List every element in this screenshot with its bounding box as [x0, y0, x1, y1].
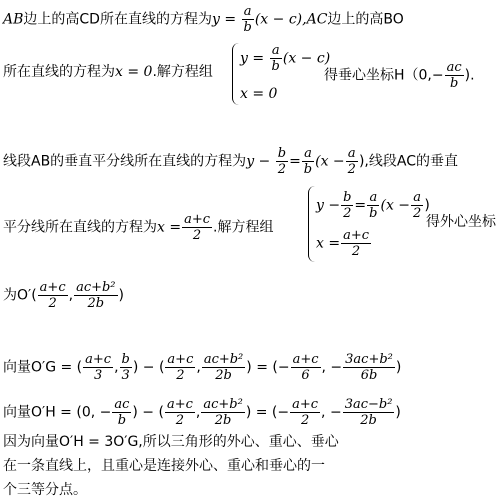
fraction: [165, 397, 195, 428]
text: 平分线所在直线的方程为: [3, 219, 157, 236]
denominator: 2: [413, 206, 422, 221]
numerator: 3ac−b²: [344, 397, 393, 412]
text: ): [395, 359, 402, 376]
denominator: b: [243, 20, 252, 35]
numerator: a+c: [184, 212, 211, 227]
line-2: [3, 62, 213, 82]
line-8: 因为向量O′H = 3O′G,所以三角形的外心、重心、垂心: [3, 434, 339, 450]
denominator: 2b: [87, 296, 105, 311]
denominator: b: [449, 76, 459, 91]
line-10: 个三等分点。: [3, 482, 87, 498]
text: AB: [3, 11, 24, 28]
text: =: [354, 197, 367, 214]
text: ): [395, 404, 401, 421]
fraction: [182, 212, 212, 243]
text: ) = (−: [246, 359, 290, 376]
numerator: a+c: [167, 352, 194, 367]
denominator: b: [117, 413, 127, 428]
fraction: [302, 146, 314, 177]
text: 边上的高CD所在直线的方程为: [23, 11, 212, 28]
line-6: [3, 352, 401, 383]
text: 所在直线的方程为: [3, 64, 115, 80]
fraction: [38, 280, 68, 311]
text: (x −: [315, 153, 345, 170]
numerator: a: [270, 43, 282, 59]
fraction: [445, 60, 464, 91]
system-row: [240, 43, 330, 74]
numerator: ac: [114, 397, 130, 412]
line-4-end: [426, 212, 496, 232]
text: ,: [196, 359, 201, 376]
denominator: b: [303, 162, 313, 177]
denominator: 2: [192, 228, 202, 243]
numerator: a+c: [39, 280, 66, 295]
numerator: a+c: [166, 397, 193, 412]
text: ,: [114, 359, 119, 376]
text: .解方程组: [213, 219, 274, 236]
text: .解方程组: [152, 64, 213, 80]
text: −: [431, 67, 444, 84]
text: 向量O′G = (: [3, 359, 83, 376]
text: 得外心坐标: [426, 214, 496, 230]
numerator: ac+b²: [76, 280, 116, 295]
system-row: x = 0: [240, 86, 278, 102]
fraction: [165, 352, 195, 383]
fraction: [341, 190, 353, 221]
fraction: [83, 352, 113, 383]
line-9: 在一条直线上，且重心是连接外心、重心和垂心的一: [3, 458, 325, 474]
denominator: 3: [121, 368, 130, 383]
numerator: a: [367, 190, 379, 206]
text: x =: [316, 235, 341, 252]
text: =: [289, 153, 301, 170]
numerator: b: [343, 190, 352, 205]
fraction: [341, 228, 371, 259]
fraction: [291, 352, 321, 383]
numerator: b: [121, 352, 130, 367]
brace: [308, 186, 315, 262]
denominator: 2: [347, 162, 356, 177]
text: ) = (−: [245, 404, 290, 421]
denominator: 2b: [214, 413, 232, 428]
text: 线段AB的垂直平分线所在直线的方程为: [3, 153, 247, 170]
brace: [232, 43, 239, 105]
denominator: 2: [300, 413, 310, 428]
numerator: a+c: [292, 397, 319, 412]
denominator: 2: [351, 244, 361, 259]
numerator: ac: [446, 60, 462, 75]
denominator: 3: [93, 368, 103, 383]
system-row: [316, 190, 430, 221]
numerator: a+c: [292, 352, 319, 367]
fraction: [270, 43, 282, 74]
fraction: [201, 397, 244, 428]
numerator: a: [302, 146, 314, 162]
text: y =: [211, 11, 237, 28]
numerator: a: [346, 146, 358, 162]
numerator: ac+b²: [203, 352, 244, 367]
numerator: ac+b²: [203, 397, 243, 412]
line-4: [3, 212, 273, 243]
fraction: [290, 397, 320, 428]
denominator: 2: [176, 368, 185, 383]
text: 得垂心坐标H（0,: [324, 67, 432, 84]
denominator: 2b: [360, 413, 377, 428]
text: (x − c),: [254, 11, 307, 28]
numerator: b: [277, 146, 287, 161]
text: ) − (: [132, 359, 165, 376]
system-row: [316, 228, 372, 259]
line-3: [3, 146, 458, 177]
denominator: 2: [48, 296, 57, 311]
text: ),线段AC的垂直: [358, 153, 458, 170]
text: , −: [321, 359, 343, 376]
denominator: 2: [277, 162, 287, 177]
text: ,: [68, 287, 74, 304]
text: ): [118, 287, 124, 304]
text: ): [424, 197, 430, 214]
numerator: a+c: [343, 228, 370, 243]
numerator: 3ac+b²: [345, 352, 393, 367]
denominator: b: [271, 59, 280, 74]
line-7: [3, 397, 401, 428]
denominator: b: [369, 206, 378, 221]
text: x =: [157, 219, 182, 236]
denominator: 2b: [215, 368, 232, 383]
text: (x − c): [282, 50, 331, 67]
line-1: [3, 4, 404, 35]
denominator: 6b: [360, 368, 378, 383]
denominator: 2: [343, 206, 352, 221]
denominator: 6: [301, 368, 310, 383]
text: ).: [464, 67, 475, 84]
fraction: [367, 190, 379, 221]
numerator: a: [411, 190, 423, 206]
text: y −: [316, 197, 341, 214]
text: ) − (: [132, 404, 164, 421]
fraction: [242, 4, 254, 35]
text: y =: [240, 50, 265, 67]
fraction: [411, 190, 423, 221]
text: 边上的高BO: [327, 11, 404, 28]
fraction: [346, 146, 358, 177]
fraction: [74, 280, 117, 311]
numerator: a+c: [85, 352, 112, 367]
text: (x −: [380, 197, 411, 214]
fraction: [276, 146, 288, 177]
numerator: a: [242, 4, 254, 20]
text: AC: [306, 11, 328, 28]
fraction: [120, 352, 132, 383]
text: y −: [246, 153, 271, 170]
line-2-end: [324, 60, 475, 91]
fraction: [343, 352, 395, 383]
fraction: [202, 352, 245, 383]
fraction: [343, 397, 395, 428]
line-5: [3, 280, 124, 311]
denominator: 2: [175, 413, 185, 428]
text: 为O′(: [3, 287, 37, 304]
text: 向量O′H = (0, −: [3, 404, 112, 421]
text: , −: [321, 404, 342, 421]
text: ,: [195, 404, 201, 421]
fraction: [112, 397, 131, 428]
text: x = 0: [115, 64, 153, 80]
